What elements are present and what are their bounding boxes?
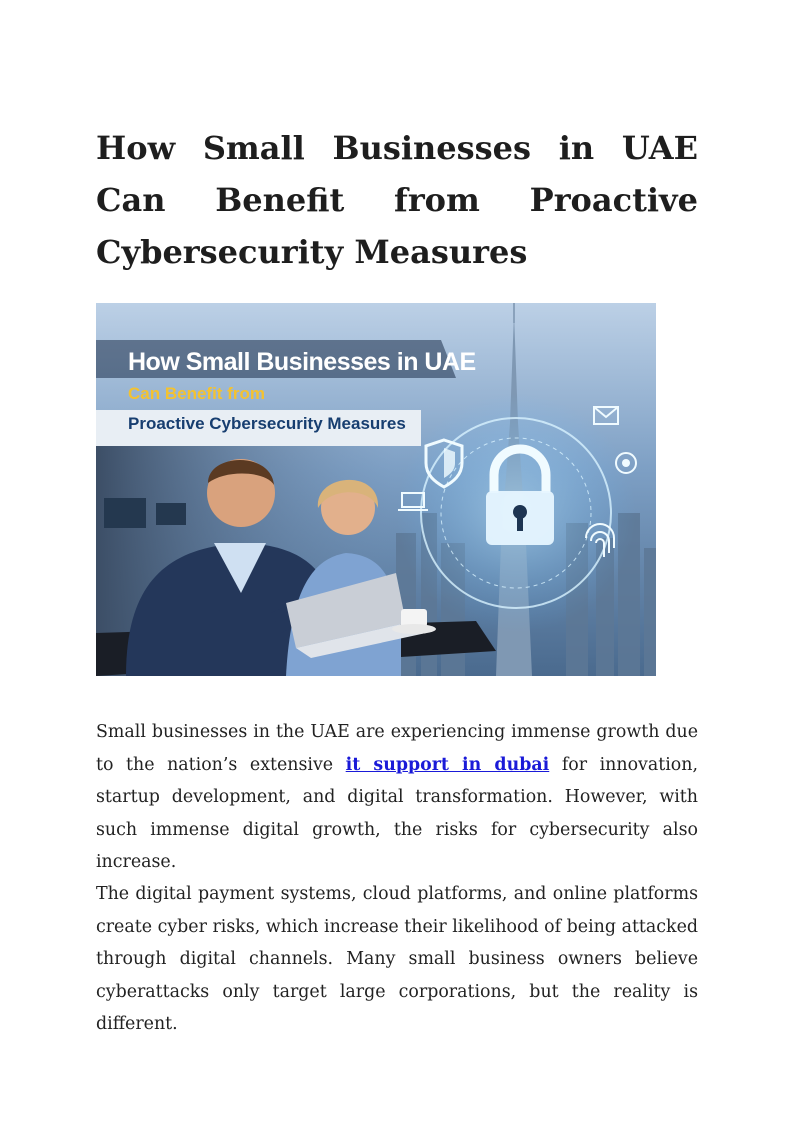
intro-paragraph xyxy=(96,716,698,879)
paragraph-text: for innovation, startup development, and digital transformation. However, with such immense digital growth, the risks for cybersecurity also increase. xyxy=(96,754,698,872)
banner-heading: How Small Businesses in UAE xyxy=(128,348,476,376)
banner-subheading: Can Benefit from xyxy=(128,384,265,403)
page-title: How Small Businesses in UAE Can Benefit from Proactive Cybersecurity Measures xyxy=(96,129,698,271)
banner-tagline: Proactive Cybersecurity Measures xyxy=(128,414,406,433)
risk-paragraph: The digital payment systems, cloud platforms, and online platforms create cyber risks, which increase their likelihood of being attacked through digital channels. Many small business owners believe cyberattacks only target large corporations, but the reality is different. xyxy=(96,884,698,1034)
hero-banner xyxy=(96,340,476,448)
paragraph-text: Small businesses in the UAE are experiencing immense growth due to the nation’s extensive xyxy=(96,722,698,775)
hero-image xyxy=(96,303,656,676)
it-support-link[interactable]: it support in dubai xyxy=(345,754,550,775)
